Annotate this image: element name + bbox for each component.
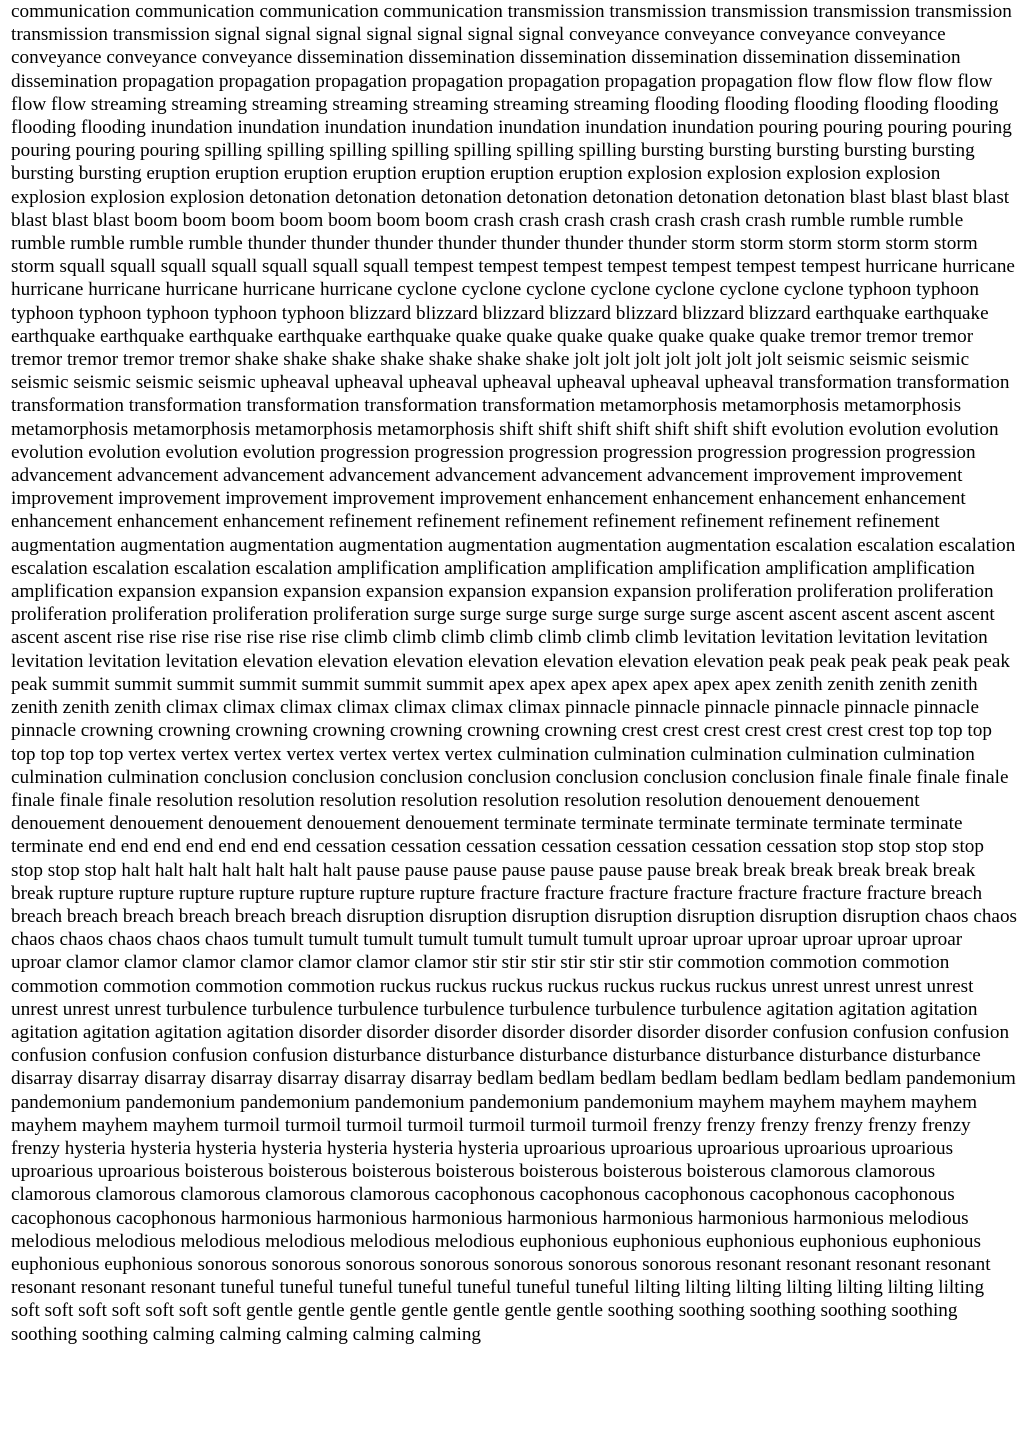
body-text-paragraph: communication communication communication communication transmission transmission transmission transmission transmission transmission transmission signal signal signal signal signal signal signal conveyance conveyance conveyance conveyance conveyance conveyance conveyance dissemination dissemination dissemination dissemination dissemination dissemination dissemination propagation propagation propagation propagation propagation propagation propagation flow flow flow flow flow flow flow streaming streaming streaming streaming streaming streaming streaming flooding flooding flooding flooding flooding flooding flooding inundation inundation inundation inundation inundation inundation inundation pouring pouring pouring pouring pouring pouring pouring spilling spilling spilling spilling spilling spilling spilling bursting bursting bursting bursting bursting bursting bursting eruption eruption eruption eruption eruption eruption eruption explosion explosion explosion explosion explosion explosion explosion detonation detonation detonation detonation detonation detonation detonation blast blast blast blast blast blast blast boom boom boom boom boom boom boom crash crash crash crash crash crash crash rumble rumble rumble rumble rumble rumble rumble thunder thunder thunder thunder thunder thunder thunder storm storm storm storm storm storm storm squall squall squall squall squall squall squall tempest tempest tempest tempest tempest tempest tempest hurricane hurricane hurricane hurricane hurricane hurricane hurricane cyclone cyclone cyclone cyclone cyclone cyclone cyclone typhoon typhoon typhoon typhoon typhoon typhoon typhoon blizzard blizzard blizzard blizzard blizzard blizzard blizzard earthquake earthquake earthquake earthquake earthquake earthquake earthquake quake quake quake quake quake quake quake tremor tremor tremor tremor tremor tremor tremor shake shake shake shake shake shake shake jolt jolt jolt jolt jolt jolt jolt seismic seismic seismic seismic seismic seismic seismic upheaval upheaval upheaval upheaval upheaval upheaval upheaval transformation transformation transformation transformation transformation transformation transformation metamorphosis metamorphosis metamorphosis metamorphosis metamorphosis metamorphosis metamorphosis shift shift shift shift shift shift shift evolution evolution evolution evolution evolution evolution evolution progression progression progression progression progression progression progression advancement advancement advancement advancement advancement advancement advancement improvement improvement improvement improvement improvement improvement improvement enhancement enhancement enhancement enhancement enhancement enhancement enhancement refinement refinement refinement refinement refinement refinement refinement augmentation augmentation augmentation augmentation augmentation augmentation augmentation escalation escalation escalation escalation escalation escalation escalation amplification amplification amplification amplification amplification amplification amplification expansion expansion expansion expansion expansion expansion expansion proliferation proliferation proliferation proliferation proliferation proliferation proliferation surge surge surge surge surge surge surge ascent ascent ascent ascent ascent ascent ascent rise rise rise rise rise rise rise climb climb climb climb climb climb climb levitation levitation levitation levitation levitation levitation levitation elevation elevation elevation elevation elevation elevation elevation peak peak peak peak peak peak peak summit summit summit summit summit summit summit apex apex apex apex apex apex apex zenith zenith zenith zenith zenith zenith zenith climax climax climax climax climax climax climax pinnacle pinnacle pinnacle pinnacle pinnacle pinnacle pinnacle crowning crowning crowning crowning crowning crowning crowning crest crest crest crest crest crest crest top top top top top top top vertex vertex vertex vertex vertex vertex vertex culmination culmination culmination culmination culmination culmination culmination conclusion conclusion conclusion conclusion conclusion conclusion conclusion finale finale finale finale finale finale finale resolution resolution resolution resolution resolution resolution resolution denouement denouement denouement denouement denouement denouement denouement terminate terminate terminate terminate terminate terminate terminate end end end end end end end cessation cessation cessation cessation cessation cessation cessation stop stop stop stop stop stop stop halt halt halt halt halt halt halt pause pause pause pause pause pause pause break break break break break break break rupture rupture rupture rupture rupture rupture rupture fracture fracture fracture fracture fracture fracture fracture breach breach breach breach breach breach breach disruption disruption disruption disruption disruption disruption disruption chaos chaos chaos chaos chaos chaos chaos tumult tumult tumult tumult tumult tumult tumult uproar uproar uproar uproar uproar uproar uproar clamor clamor clamor clamor clamor clamor clamor stir stir stir stir stir stir stir commotion commotion commotion commotion commotion commotion commotion ruckus ruckus ruckus ruckus ruckus ruckus ruckus unrest unrest unrest unrest unrest unrest unrest turbulence turbulence turbulence turbulence turbulence turbulence turbulence agitation agitation agitation agitation agitation agitation agitation disorder disorder disorder disorder disorder disorder disorder confusion confusion confusion confusion confusion confusion confusion disturbance disturbance disturbance disturbance disturbance disturbance disturbance disarray disarray disarray disarray disarray disarray disarray bedlam bedlam bedlam bedlam bedlam bedlam bedlam pandemonium pandemonium pandemonium pandemonium pandemonium pandemonium pandemonium mayhem mayhem mayhem mayhem mayhem mayhem mayhem turmoil turmoil turmoil turmoil turmoil turmoil turmoil frenzy frenzy frenzy frenzy frenzy frenzy frenzy hysteria hysteria hysteria hysteria hysteria hysteria hysteria uproarious uproarious uproarious uproarious uproarious uproarious uproarious boisterous boisterous boisterous boisterous boisterous boisterous boisterous clamorous clamorous clamorous clamorous clamorous clamorous clamorous cacophonous cacophonous cacophonous cacophonous cacophonous cacophonous cacophonous harmonious harmonious harmonious harmonious harmonious harmonious harmonious melodious melodious melodious melodious melodious melodious melodious euphonious euphonious euphonious euphonious euphonious euphonious euphonious sonorous sonorous sonorous sonorous sonorous sonorous sonorous resonant resonant resonant resonant resonant resonant resonant tuneful tuneful tuneful tuneful tuneful tuneful tuneful lilting lilting lilting lilting lilting lilting lilting soft soft soft soft soft soft soft gentle gentle gentle gentle gentle gentle gentle soothing soothing soothing soothing soothing soothing soothing calming calming calming calming calming bbox=[11, 1, 1018, 1345]
